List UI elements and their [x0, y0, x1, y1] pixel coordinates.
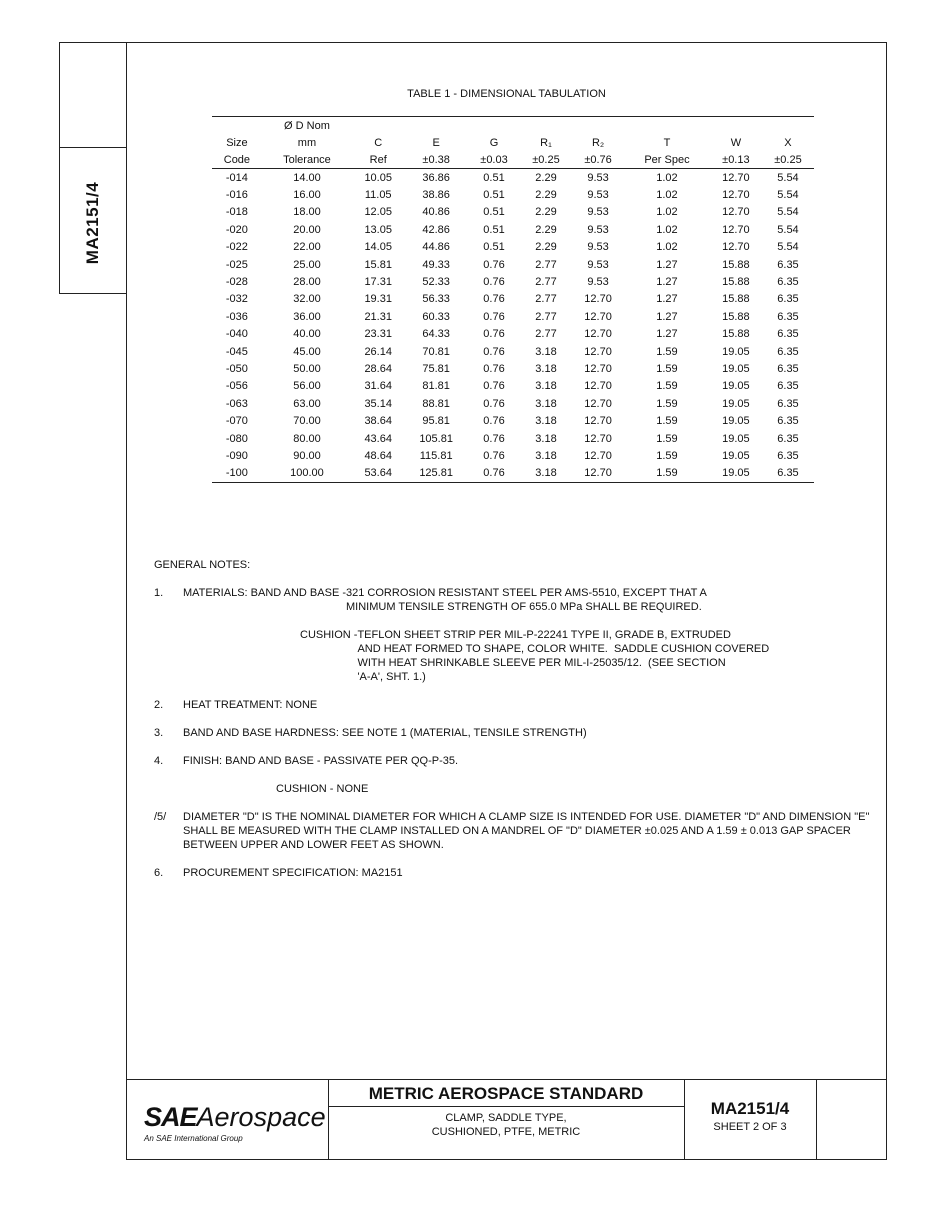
- table-cell: 2.29: [535, 223, 557, 236]
- table-cell: 12.70: [584, 380, 612, 393]
- table-cell: -020: [225, 223, 248, 236]
- table-cell: 64.33: [422, 328, 450, 341]
- table-cell: 19.05: [722, 397, 750, 410]
- table-cell: 52.33: [422, 276, 450, 289]
- table-cell: 0.76: [483, 293, 505, 306]
- table-cell: 80.00: [293, 432, 321, 445]
- table-cell: 9.53: [587, 206, 609, 219]
- table-cell: 6.35: [777, 276, 799, 289]
- table-header-cell: ±0.25: [520, 151, 572, 169]
- table-cell: 75.81: [422, 362, 450, 375]
- note-1-label: MATERIALS: BAND AND BASE -: [183, 587, 347, 599]
- table-cell: 53.64: [352, 465, 404, 483]
- table-row: [212, 343, 814, 360]
- table-cell: 0.51: [483, 189, 505, 202]
- table-cell: -025: [225, 258, 248, 271]
- table-cell: 9.53: [587, 241, 609, 254]
- table-cell: 44.86: [422, 241, 450, 254]
- table-header-cell: R₂: [591, 136, 605, 149]
- dimensional-table: [212, 116, 814, 483]
- table-cell: 19.05: [722, 380, 750, 393]
- table-row: [212, 395, 814, 412]
- table-cell: 28.64: [364, 362, 392, 375]
- table-cell: 3.18: [535, 362, 557, 375]
- table-cell: 22.00: [293, 241, 321, 254]
- sae-aerospace-logo: [126, 1080, 329, 1160]
- side-tab: [59, 42, 127, 294]
- note-4: [154, 754, 874, 768]
- table-cell: 2.77: [535, 328, 557, 341]
- table-cell: 14.00: [293, 171, 321, 184]
- part-description-line-1: CLAMP, SADDLE TYPE,: [445, 1112, 567, 1124]
- table-cell: 49.33: [422, 258, 450, 271]
- table-cell: 0.76: [483, 258, 505, 271]
- table-cell: 5.54: [777, 189, 799, 202]
- table-cell: 15.88: [722, 276, 750, 289]
- table-cell: 12.70: [722, 171, 750, 184]
- table-header-cell: [572, 117, 624, 135]
- table-cell: -045: [225, 345, 248, 358]
- table-cell: 9.53: [587, 189, 609, 202]
- table-cell: 32.00: [293, 293, 321, 306]
- table-cell: 1.02: [656, 241, 678, 254]
- table-cell: 5.54: [777, 241, 799, 254]
- note-3: [154, 726, 874, 740]
- table-cell: 25.00: [293, 258, 321, 271]
- table-header-cell: Code: [212, 151, 262, 169]
- table-header-cell: E: [432, 136, 440, 149]
- table-cell: 1.59: [656, 362, 678, 375]
- table-cell: 1.27: [656, 276, 678, 289]
- table-row: [212, 308, 814, 325]
- table-row: [212, 447, 814, 464]
- table-cell: 0.76: [483, 328, 505, 341]
- table-cell: 45.00: [293, 345, 321, 358]
- table-cell: 6.35: [777, 362, 799, 375]
- table-cell: 6.35: [777, 449, 799, 462]
- note-4-cushion: [154, 782, 874, 796]
- table-cell: 36.86: [422, 171, 450, 184]
- title-block-doc: [684, 1080, 817, 1160]
- note-number: 1.: [154, 587, 164, 599]
- table-header-cell: ±0.25: [762, 151, 814, 169]
- table-cell: 2.77: [535, 258, 557, 271]
- table-cell: 19.05: [710, 465, 762, 483]
- table-header-cell: Ref: [352, 151, 404, 169]
- table-cell: 1.02: [656, 223, 678, 236]
- note-number: 6.: [154, 867, 164, 879]
- table-cell: -040: [225, 328, 248, 341]
- table-row: [212, 256, 814, 273]
- table-cell: 9.53: [587, 223, 609, 236]
- table-cell: 60.33: [422, 310, 450, 323]
- note-1-cushion-body: TEFLON SHEET STRIP PER MIL-P-22241 TYPE II, GRADE B, EXTRUDED AND HEAT FORMED TO SHAPE, COLOR WHITE. SADDLE CUSHION COVERED WITH HEAT SHRINKABLE SLEEVE PER MIL-I-25035/12. (SEE SECTION 'A-A', SHT. 1.): [357, 629, 770, 683]
- table-cell: 1.59: [624, 465, 710, 483]
- table-header-cell: [762, 117, 814, 135]
- table-cell: 12.70: [572, 465, 624, 483]
- note-number: 2.: [154, 699, 164, 711]
- table-cell: 2.77: [535, 293, 557, 306]
- table-cell: 1.59: [656, 345, 678, 358]
- note-6-text: PROCUREMENT SPECIFICATION: MA2151: [183, 867, 403, 879]
- table-cell: 0.51: [483, 241, 505, 254]
- table-cell: 5.54: [777, 206, 799, 219]
- table-cell: 0.76: [483, 449, 505, 462]
- table-cell: 19.05: [722, 449, 750, 462]
- table-cell: 17.31: [364, 276, 392, 289]
- table-cell: 1.27: [656, 258, 678, 271]
- table-row: [212, 412, 814, 429]
- table-cell: 0.51: [483, 223, 505, 236]
- table-cell: 5.54: [777, 223, 799, 236]
- table-cell: 2.29: [535, 189, 557, 202]
- table-cell: 0.76: [483, 345, 505, 358]
- table-cell: 88.81: [422, 397, 450, 410]
- table-cell: 19.05: [722, 432, 750, 445]
- note-1-cushion: [300, 628, 874, 684]
- table-cell: 38.64: [364, 415, 392, 428]
- table-cell: 15.88: [722, 310, 750, 323]
- table-cell: 15.88: [722, 258, 750, 271]
- table-cell: 15.88: [722, 293, 750, 306]
- table-header-cell: Tolerance: [262, 151, 352, 169]
- table-cell: 3.18: [535, 449, 557, 462]
- table-cell: -070: [225, 415, 248, 428]
- table-cell: 14.05: [364, 241, 392, 254]
- table-cell: 9.53: [587, 171, 609, 184]
- table-header-cell: Ø D Nom: [262, 117, 352, 135]
- table-header-cell: R₁: [540, 136, 552, 149]
- table-header-cell: [352, 117, 404, 135]
- table-cell: 1.27: [656, 328, 678, 341]
- table-cell: 6.35: [777, 345, 799, 358]
- table-cell: -028: [225, 276, 248, 289]
- table-cell: 15.88: [722, 328, 750, 341]
- table-cell: 0.76: [483, 397, 505, 410]
- table-cell: 6.35: [777, 328, 799, 341]
- table-cell: 56.33: [422, 293, 450, 306]
- table-cell: 50.00: [293, 362, 321, 375]
- table-cell: 1.59: [656, 415, 678, 428]
- table-header-cell: mm: [297, 136, 317, 149]
- table-cell: 12.70: [722, 206, 750, 219]
- table-cell: 0.76: [483, 276, 505, 289]
- table-cell: 28.00: [293, 276, 321, 289]
- table-row: [212, 378, 814, 395]
- table-cell: -036: [225, 310, 248, 323]
- table-row: [212, 169, 814, 187]
- table-row: [212, 430, 814, 447]
- table-cell: 2.29: [535, 241, 557, 254]
- table-header-cell: Size: [226, 136, 248, 149]
- table-cell: 63.00: [293, 397, 321, 410]
- note-4-cushion-text: CUSHION - NONE: [276, 783, 369, 795]
- table-cell: 6.35: [777, 310, 799, 323]
- table-cell: 23.31: [364, 328, 392, 341]
- table-header-cell: X: [784, 136, 792, 149]
- table-cell: 2.29: [535, 206, 557, 219]
- table-header-row: [212, 151, 814, 169]
- table-cell: 48.64: [364, 449, 392, 462]
- table-cell: 19.05: [722, 362, 750, 375]
- table-cell: 31.64: [364, 380, 392, 393]
- table-cell: 16.00: [293, 189, 321, 202]
- table-cell: 12.70: [584, 345, 612, 358]
- table-title: TABLE 1 - DIMENSIONAL TABULATION: [407, 88, 606, 100]
- logo-subtitle: An SAE International Group: [144, 1134, 243, 1143]
- table-cell: 70.00: [293, 415, 321, 428]
- table-header-cell: Per Spec: [624, 151, 710, 169]
- table-cell: 11.05: [364, 189, 392, 202]
- table-cell: 26.14: [364, 345, 392, 358]
- table-header-cell: ±0.13: [710, 151, 762, 169]
- table-cell: 0.76: [468, 465, 520, 483]
- table-header-cell: W: [730, 136, 742, 149]
- table-cell: 3.18: [535, 345, 557, 358]
- table-cell: 35.14: [364, 397, 392, 410]
- table-cell: 0.76: [483, 415, 505, 428]
- table-cell: 12.70: [584, 310, 612, 323]
- table-cell: 1.27: [656, 293, 678, 306]
- table-cell: 19.31: [364, 293, 392, 306]
- table-header-cell: [468, 117, 520, 135]
- table-cell: 0.76: [483, 432, 505, 445]
- side-tab-doc-number: MA2151/4: [83, 181, 102, 265]
- table-header-cell: [404, 117, 468, 135]
- table-header-cell: [212, 117, 262, 135]
- table-cell: 40.00: [293, 328, 321, 341]
- table-cell: 10.05: [364, 171, 392, 184]
- table-cell: 9.53: [587, 276, 609, 289]
- table-header-cell: ±0.38: [404, 151, 468, 169]
- table-cell: 12.70: [722, 241, 750, 254]
- table-cell: 13.05: [364, 223, 392, 236]
- table-cell: 1.27: [656, 310, 678, 323]
- table-row: [212, 221, 814, 238]
- table-cell: 38.86: [422, 189, 450, 202]
- note-5: [154, 810, 874, 852]
- table-header-cell: C: [374, 136, 383, 149]
- table-header-cell: T: [663, 136, 671, 149]
- table-cell: 0.51: [483, 171, 505, 184]
- general-notes: [154, 558, 874, 894]
- table-cell: 1.02: [656, 171, 678, 184]
- table-header-cell: G: [489, 136, 499, 149]
- table-cell: -050: [225, 362, 248, 375]
- note-1-body: 321 CORROSION RESISTANT STEEL PER AMS-5510, EXCEPT THAT A MINIMUM TENSILE STRENGTH OF 655.0 MPa SHALL BE REQUIRED.: [346, 587, 707, 613]
- table-cell: 12.70: [584, 293, 612, 306]
- table-header-row: [212, 134, 814, 151]
- table-cell: -014: [225, 171, 248, 184]
- table-cell: 6.35: [777, 380, 799, 393]
- table-cell: 6.35: [777, 432, 799, 445]
- table-cell: -056: [225, 380, 248, 393]
- table-cell: 12.70: [584, 397, 612, 410]
- table-cell: 0.51: [483, 206, 505, 219]
- table-cell: 100.00: [262, 465, 352, 483]
- note-4-text: FINISH: BAND AND BASE - PASSIVATE PER QQ-P-35.: [183, 755, 459, 767]
- table-cell: 3.18: [535, 380, 557, 393]
- table-row: [212, 186, 814, 203]
- table-row: [212, 291, 814, 308]
- document-number: MA2151/4: [710, 1099, 790, 1118]
- table-cell: 105.81: [419, 432, 453, 445]
- table-cell: 1.02: [656, 206, 678, 219]
- table-cell: -022: [225, 241, 248, 254]
- notes-header: GENERAL NOTES:: [154, 559, 251, 571]
- table-cell: -063: [225, 397, 248, 410]
- table-cell: 21.31: [364, 310, 392, 323]
- side-tab-divider: [60, 147, 126, 148]
- table-cell: 90.00: [293, 449, 321, 462]
- part-description-line-2: CUSHIONED, PTFE, METRIC: [431, 1126, 581, 1138]
- table-header-cell: ±0.76: [572, 151, 624, 169]
- note-2-text: HEAT TREATMENT: NONE: [183, 699, 318, 711]
- table-cell: 81.81: [422, 380, 450, 393]
- table-cell: 1.59: [656, 380, 678, 393]
- table-cell: 125.81: [404, 465, 468, 483]
- note-1: [154, 586, 874, 614]
- table-cell: -032: [225, 293, 248, 306]
- note-number: 3.: [154, 727, 164, 739]
- table-cell: 2.29: [535, 171, 557, 184]
- table-cell: 3.18: [535, 432, 557, 445]
- table-cell: 12.70: [722, 223, 750, 236]
- table-cell: 6.35: [777, 258, 799, 271]
- table-row: [212, 239, 814, 256]
- table-cell: 19.05: [722, 415, 750, 428]
- table-cell: 12.70: [584, 328, 612, 341]
- table-cell: 2.77: [535, 310, 557, 323]
- table-cell: -100: [212, 465, 262, 483]
- note-3-text: BAND AND BASE HARDNESS: SEE NOTE 1 (MATERIAL, TENSILE STRENGTH): [183, 727, 587, 739]
- table-cell: 6.35: [777, 415, 799, 428]
- table-cell: 12.70: [722, 189, 750, 202]
- standard-title: METRIC AEROSPACE STANDARD: [328, 1080, 684, 1107]
- table-cell: 0.76: [483, 362, 505, 375]
- table-cell: 115.81: [419, 449, 453, 462]
- table-cell: 0.76: [483, 310, 505, 323]
- table-cell: 6.35: [777, 397, 799, 410]
- table-cell: 2.77: [535, 276, 557, 289]
- table-cell: 12.05: [364, 206, 392, 219]
- table-cell: 5.54: [777, 171, 799, 184]
- note-number: 4.: [154, 755, 164, 767]
- table-cell: 40.86: [422, 206, 450, 219]
- table-cell: 19.05: [722, 345, 750, 358]
- table-cell: 95.81: [422, 415, 450, 428]
- logo-sae-text: SAE: [144, 1102, 197, 1132]
- table-cell: -016: [225, 189, 248, 202]
- table-header-cell: [624, 117, 710, 135]
- table-cell: 12.70: [584, 432, 612, 445]
- logo-aerospace-text: Aerospace: [196, 1102, 326, 1132]
- table-row: [212, 204, 814, 221]
- table-cell: -080: [225, 432, 248, 445]
- table-cell: 1.59: [656, 432, 678, 445]
- table-cell: 56.00: [293, 380, 321, 393]
- table-cell: -018: [225, 206, 248, 219]
- table-header-cell: [710, 117, 762, 135]
- table-cell: 3.18: [535, 415, 557, 428]
- table-header-cell: [520, 117, 572, 135]
- table-cell: 1.59: [656, 449, 678, 462]
- note-6: [154, 866, 874, 880]
- note-number: /5/: [154, 811, 167, 823]
- table-cell: 43.64: [364, 432, 392, 445]
- table-cell: 12.70: [584, 449, 612, 462]
- table-row: [212, 273, 814, 290]
- table-header-row: [212, 117, 814, 135]
- table-cell: 1.59: [656, 397, 678, 410]
- table-row: [212, 326, 814, 343]
- table-cell: 15.81: [364, 258, 392, 271]
- table-cell: 12.70: [584, 415, 612, 428]
- table-cell: 3.18: [520, 465, 572, 483]
- note-5-text: DIAMETER "D" IS THE NOMINAL DIAMETER FOR WHICH A CLAMP SIZE IS INTENDED FOR USE. DIAMETER "D" AND DIMENSION "E" SHALL BE MEASURED WITH THE CLAMP INSTALLED ON A MANDREL OF "D" DIAMETER ±0.025 AND A 1.59 ± 0.013 GAP SPACER BETWEEN UPPER AND LOWER FEET AS SHOWN.: [183, 811, 870, 851]
- table-cell: 6.35: [762, 465, 814, 483]
- table-row: [212, 465, 814, 483]
- table-cell: 3.18: [535, 397, 557, 410]
- table-cell: -090: [225, 449, 248, 462]
- table-cell: 6.35: [777, 293, 799, 306]
- table-cell: 36.00: [293, 310, 321, 323]
- note-1-cushion-label: CUSHION -: [300, 629, 358, 641]
- note-2: [154, 698, 874, 712]
- table-cell: 42.86: [422, 223, 450, 236]
- title-block-center: [328, 1080, 685, 1160]
- table-cell: 9.53: [587, 258, 609, 271]
- title-block: [126, 1079, 887, 1160]
- table-header-cell: ±0.03: [468, 151, 520, 169]
- table-cell: 18.00: [293, 206, 321, 219]
- table-cell: 12.70: [584, 362, 612, 375]
- table-cell: 70.81: [422, 345, 450, 358]
- table-cell: 1.02: [656, 189, 678, 202]
- table-row: [212, 360, 814, 377]
- table-cell: 0.76: [483, 380, 505, 393]
- table-cell: 20.00: [293, 223, 321, 236]
- sheet-number: SHEET 2 OF 3: [713, 1121, 787, 1133]
